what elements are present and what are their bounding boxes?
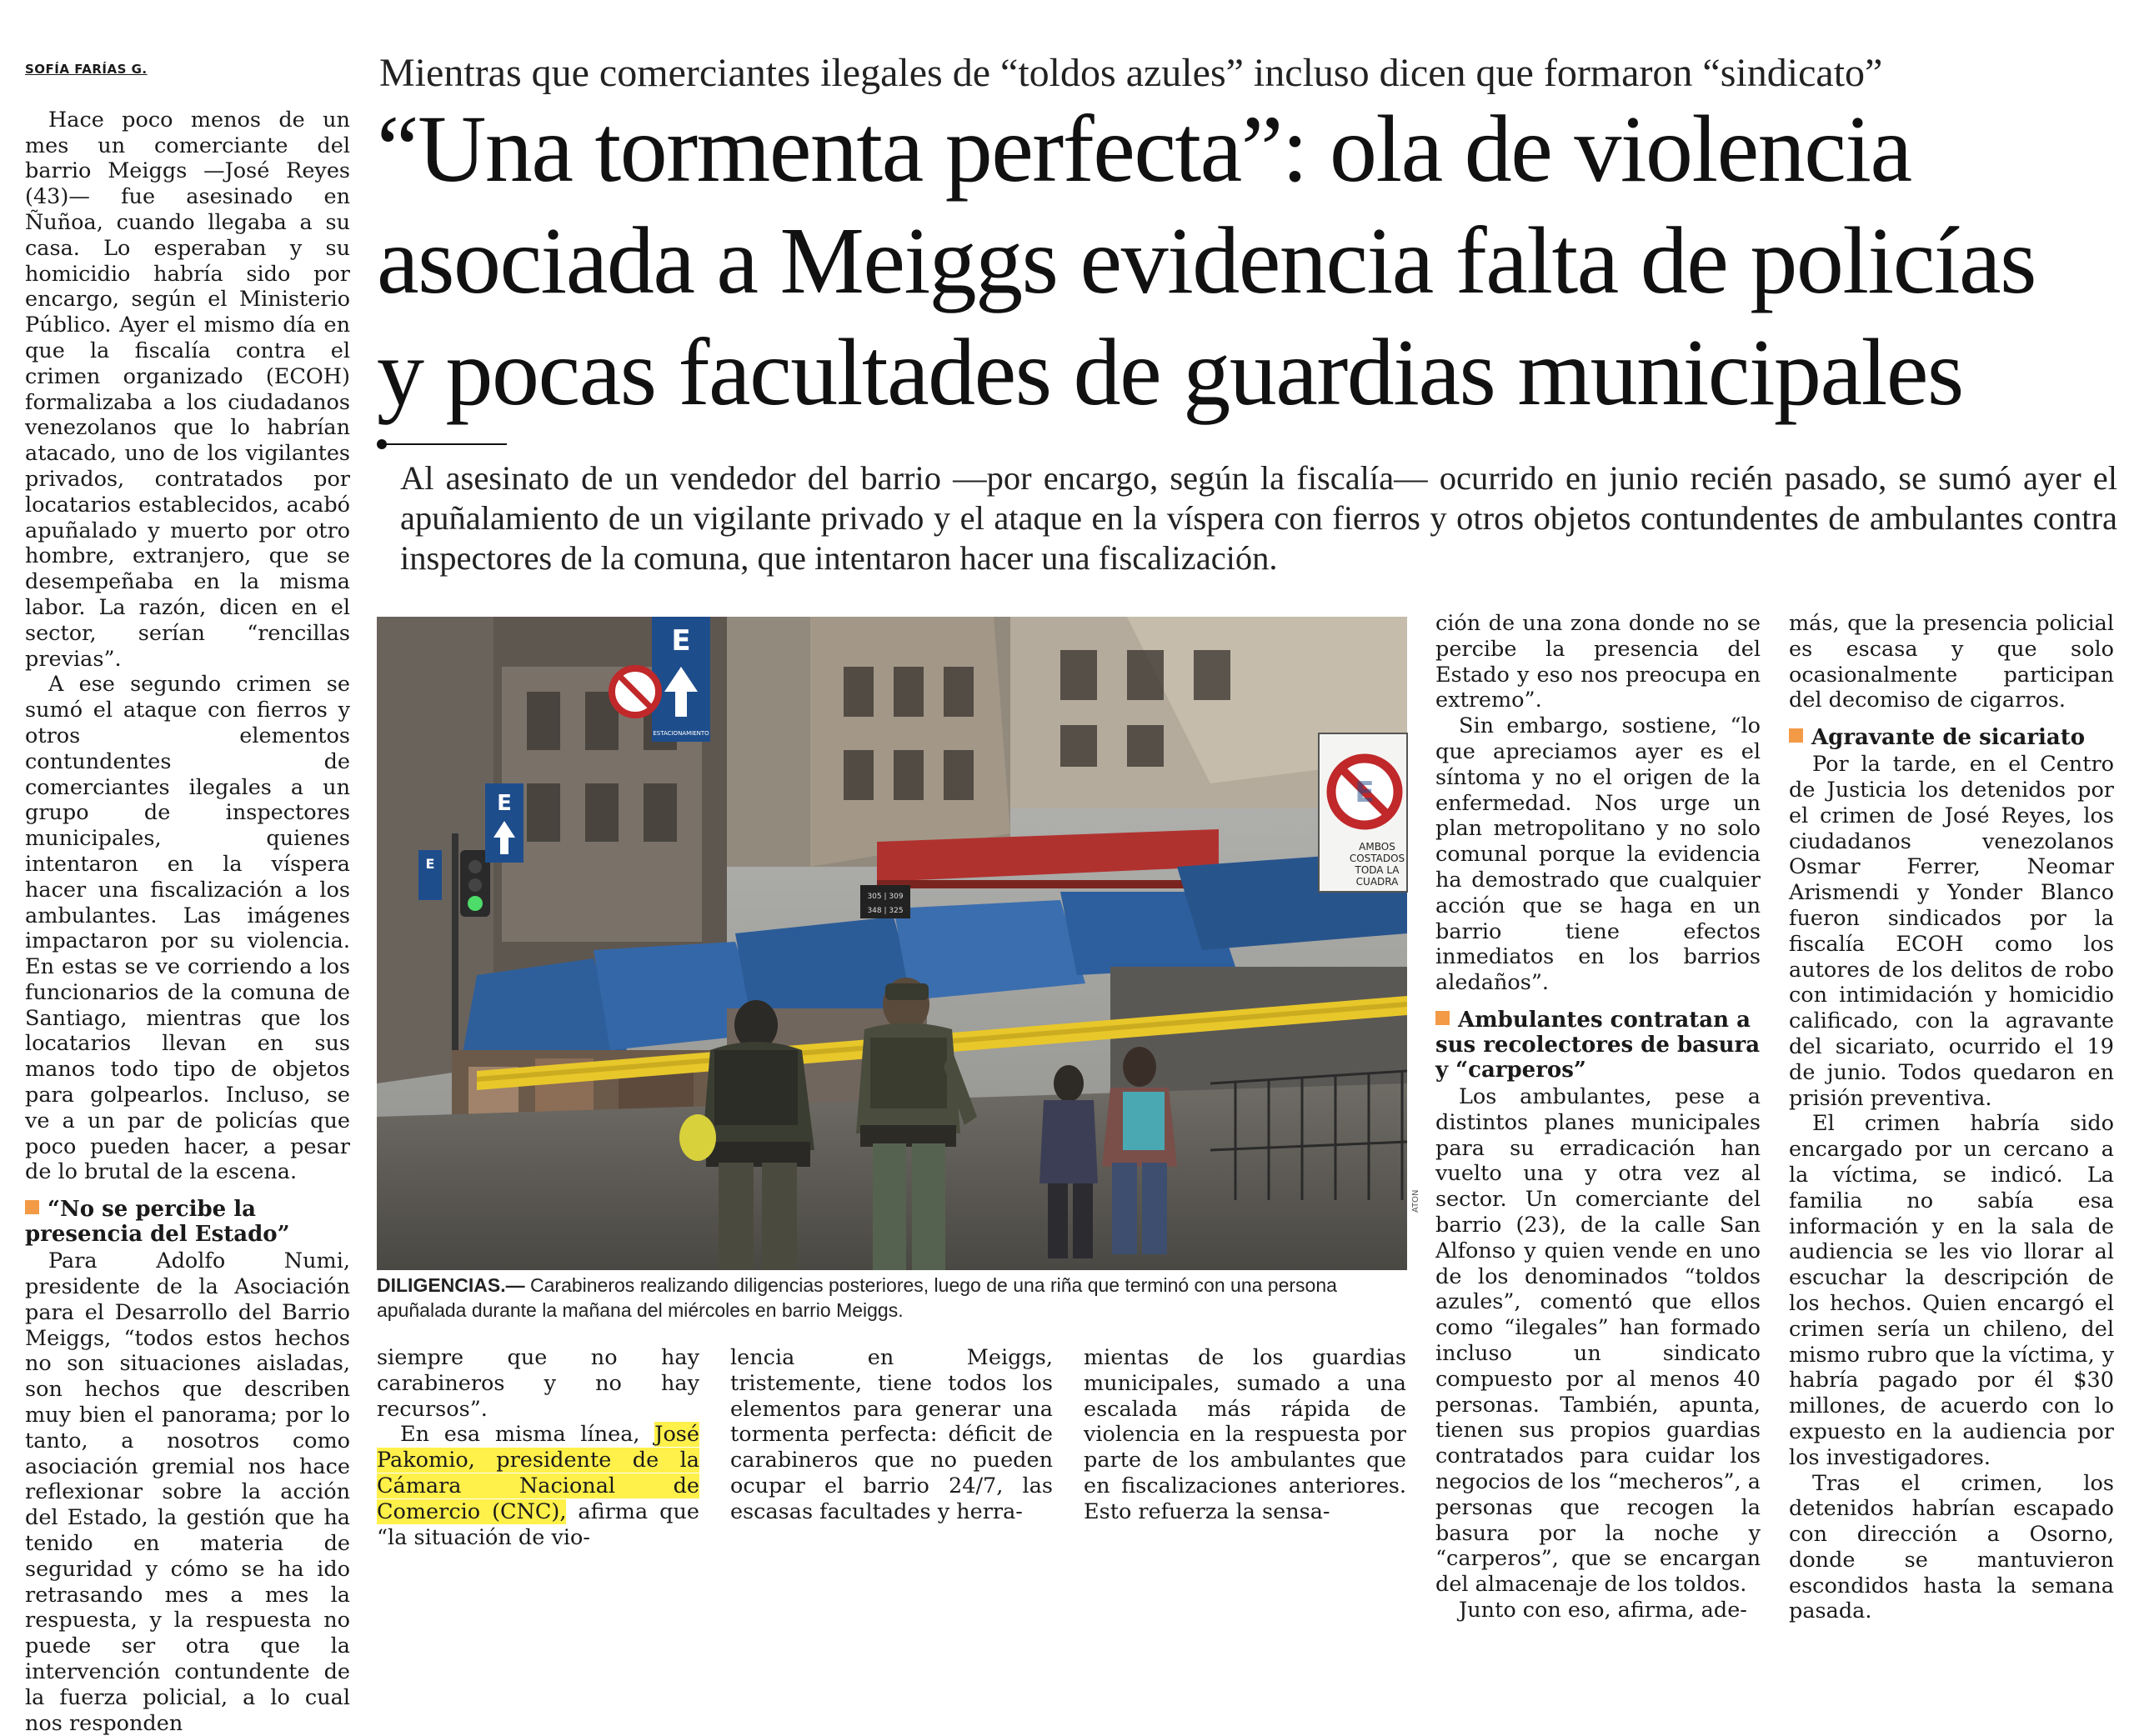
col5-paragraph-4: Junto con eso, afirma, ade- [1459,1597,1747,1623]
col1-paragraph-1: Hace poco menos de un mes un comerciante del barrio Meiggs —José Reyes (43)— fue asesinado en Ñuñoa, cuando llegaba a su casa. Lo esperaban y su homicidio habría sido por encargo, según el Ministerio Público. Ayer el mismo día en que la fiscalía contra el crimen organizado (ECOH) formalizaba a los ciudadanos venezolanos que lo habrían atacado, uno de los vigilantes privados, contratados por locatarios establecidos, acabó apuñalado y muerto por otro hombre, extranjero, que se desempeñaba en la misma labor. La razón, dicen en el sector, serían “rencillas previas”. [25,107,350,672]
col2-paragraph-2: En esa misma línea, José Pakomio, presidente de la Cámara Nacional de Comercio (CNC), afirma que “la situación de vio- [377,1422,699,1550]
parking-sign-2 [485,783,523,863]
svg-text:E: E [1355,776,1375,809]
svg-text:348 | 325: 348 | 325 [867,907,904,915]
svg-text:CUADRA: CUADRA [1355,876,1399,888]
headline-line-3: y pocas facultades de guardias municipales [377,319,1963,425]
column-2 [377,1345,699,1550]
deck: Al asesinato de un vendedor del barrio —por encargo, según la fiscalía— ocurrido en junio recién pasado, se sumó ayer el apuñalamiento de un vigilante privado y el ataque en la víspera con fierros y otros objetos contundentes de ambulantes contra inspectores de la comuna, que intentaron hacer una fiscalización. [400,459,2117,577]
headline-line-2: asociada a Meiggs evidencia falta de policías [377,208,2036,313]
col6-paragraph-3: El crimen habría sido encargado por un cercano a la víctima, se indicó. La familia no sabía esa información y en la sala de audiencia se les vio llorar al escuchar la descripción de los hechos. Quien encargó el crimen sería un chileno, del mismo rubro que la víctima, y habría pagado por él $30 millones, de acuerdo con lo expuesto en la audiencia por los investigadores. [1789,1111,2114,1470]
headline [377,93,2127,428]
col5-paragraph-3: Los ambulantes, pese a distintos planes municipales para su erradicación han vuelto una y otra vez al sector. Un comerciante del barrio (23), de la calle San Alfonso y quien vende en uno de los denominados “toldos azules”, comentó que ellos como “ilegales” han formado incluso un sindicato compuesto por al menos 40 personas. También, apunta, tienen sus propios guardias contratados para cuidar los negocios de los “mecheros”, a personas que recogen la basura por la noche y “carperos”, que se encargan del almacenaje de los toldos. [1435,1083,1761,1598]
column-3 [730,1345,1053,1524]
orange-square-icon [25,1200,39,1214]
col6-subhead: Agravante de sicariato [1789,725,2114,750]
svg-text:ESTACIONAMIENTO: ESTACIONAMIENTO [653,730,709,737]
col2-paragraph-1: siempre que no hay carabineros y no hay recursos”. [377,1345,699,1422]
svg-text:305 | 309: 305 | 309 [867,893,904,901]
column-5 [1435,611,1761,1623]
col6-paragraph-2: Por la tarde, en el Centro de Justicia los detenidos por el crimen de José Reyes, los ciudadanos venezolanos Osmar Ferrer, Neomar Arismendi y Yonder Blanco fueron sindicados por la fiscalía ECOH como los autores de los delitos de robo con intimidación y homicidio calificado, con la agravante del sicariato, ocurrido el 19 de junio. Todos quedaron en prisión preventiva. [1789,752,2114,1111]
column-1 [25,57,350,1736]
col3-paragraph-1: lencia en Meiggs, tristemente, tiene todos los elementos para generar una tormenta perfecta: déficit de carabineros que no pueden ocupar el barrio 24/7, las escasas facultades y herra- [730,1345,1053,1524]
kicker: Mientras que comerciantes ilegales de “toldos azules” incluso dicen que formaron “sindicato” [379,51,1883,95]
svg-text:TODA LA: TODA LA [1355,864,1400,876]
col1-paragraph-2: A ese segundo crimen se sumó el ataque con fierros y otros elementos contundentes de comerciantes ilegales a un grupo de inspectores municipales, quienes intentaron en la víspera hacer una fiscalización a los ambulantes. Las imágenes impactaron por su violencia. En estas se ve corriendo a los funcionarios de la comuna de Santiago, mientras que los locatarios llevan en sus manos todo tipo de objetos para golpearlos. Incluso, se ve a un par de policías que poco pueden hacer, a pesar de lo brutal de la escena. [25,672,350,1185]
photo-credit: ATON [1411,1189,1420,1213]
svg-text:E: E [497,791,512,816]
col4-paragraph-1: mientas de los guardias municipales, sumado a una escalada más rápida de violencia en la respuesta por parte de los ambulantes que en fiscalizaciones anteriores. Esto refuerza la sensa- [1084,1345,1406,1524]
photo-caption [377,1273,1407,1323]
caption-label: DILIGENCIAS.— [377,1274,525,1296]
caption-text: Carabineros realizando diligencias posteriores, luego de una riña que terminó con una persona apuñalada durante la mañana del miércoles en barrio Meiggs. [377,1274,1337,1321]
byline: SOFÍA FARÍAS G. [25,62,148,77]
highlighted-text: José Pakomio, presidente de la Cámara Nacional de Comercio (CNC), [377,1422,699,1524]
svg-text:COSTADOS: COSTADOS [1349,853,1405,864]
orange-square-icon [1435,1011,1450,1025]
svg-text:E: E [425,856,435,872]
column-6 [1789,611,2114,1624]
svg-text:E: E [671,624,691,658]
street-number-sign [860,885,910,918]
headline-rule [382,443,507,445]
col1-paragraph-3: Para Adolfo Numi, presidente de la Asociación para el Desarrollo del Barrio Meiggs, “todos estos hechos no son situaciones aisladas, son hechos que describen muy bien el panorama; por lo tanto, a nosotros como asociación gremial nos hace reflexionar sobre la acción del Estado, la gestión que ha tenido en materia de seguridad y cómo se ha ido retrasando mes a mes la respuesta, y la respuesta no puede ser otra que la intervención contundente de la fuerza policial, a lo cual nos responden [25,1248,350,1736]
parking-sign-1 [652,617,710,742]
col6-paragraph-1: más, que la presencia policial es escasa y que solo ocasionalmente participan del decomiso de cigarros. [1789,611,2114,713]
column-4 [1084,1345,1406,1524]
orange-square-icon [1789,728,1803,743]
col6-paragraph-4: Tras el crimen, los detenidos habrían escapado con dirección a Osorno, donde se mantuvieron escondidos hasta la semana pasada. [1789,1470,2114,1624]
col5-subhead: Ambulantes contratan a sus recolectores de basura y “carperos” [1435,1007,1761,1083]
no-parking-sign-right [1319,733,1407,892]
svg-text:AMBOS: AMBOS [1359,841,1395,853]
news-photo [377,617,1407,1270]
no-parking-sign-left [612,668,659,715]
headline-line-1: “Una tormenta perfecta”: ola de violencia [377,96,1911,202]
col5-paragraph-1: ción de una zona donde no se percibe la presencia del Estado y eso nos preocupa en extremo”. [1435,611,1761,713]
col1-subhead: “No se percibe la presencia del Estado” [25,1197,290,1248]
col5-paragraph-2: Sin embargo, sostiene, “lo que apreciamos ayer es el síntoma y no el origen de la enfermedad. Nos urge un plan metropolitano y no solo comunal porque la evidencia ha demostrado que cualquier acción que se haga en un barrio tiene efectos inmediatos en los barrios aledaños”. [1435,713,1761,996]
parking-sign-3 [418,850,442,900]
